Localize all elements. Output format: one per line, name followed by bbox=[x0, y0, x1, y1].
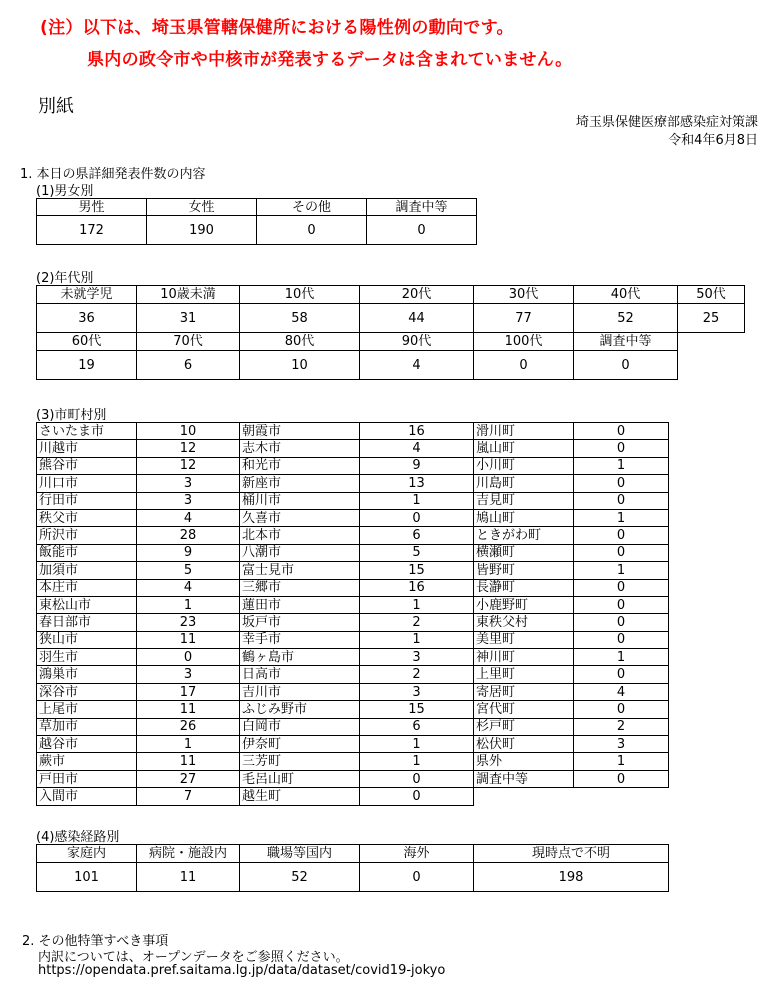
age-header-row-2 bbox=[37, 333, 745, 351]
municipality-count: 0 bbox=[574, 631, 669, 648]
municipality-name: 飯能市 bbox=[37, 544, 137, 561]
municipality-count: 5 bbox=[137, 562, 240, 579]
municipality-name: 蓮田市 bbox=[240, 596, 360, 613]
municipality-count: 0 bbox=[574, 770, 669, 787]
municipality-name: 上里町 bbox=[474, 666, 574, 683]
route-header-row bbox=[37, 845, 669, 863]
municipality-name: 皆野町 bbox=[474, 562, 574, 579]
municipality-count: 1 bbox=[360, 753, 474, 770]
municipality-name: 長瀞町 bbox=[474, 579, 574, 596]
table-row bbox=[37, 631, 669, 648]
municipality-name: 和光市 bbox=[240, 457, 360, 474]
opendata-link[interactable]: https://opendata.pref.saitama.lg.jp/data/dataset/covid19-jokyo bbox=[38, 963, 446, 978]
municipality-count: 0 bbox=[360, 788, 474, 805]
municipality-name: 美里町 bbox=[474, 631, 574, 648]
municipality-name: 本庄市 bbox=[37, 579, 137, 596]
table-header: 70代 bbox=[137, 333, 240, 351]
municipality-count: 1 bbox=[137, 736, 240, 753]
gender-subtitle: (1)男女別 bbox=[36, 184, 94, 199]
table-row bbox=[37, 788, 669, 805]
age-subtitle: (2)年代別 bbox=[36, 271, 94, 286]
municipality-name: 越生町 bbox=[240, 788, 360, 805]
municipality-name: 横瀬町 bbox=[474, 544, 574, 561]
section-2-body: 内訳については、オープンデータをご参照ください。 bbox=[38, 950, 349, 965]
gender-value-row bbox=[37, 216, 477, 245]
municipality-count: 5 bbox=[360, 544, 474, 561]
table-row bbox=[37, 527, 669, 544]
municipality-count: 1 bbox=[360, 736, 474, 753]
municipality-name: 川島町 bbox=[474, 475, 574, 492]
municipality-count: 0 bbox=[574, 579, 669, 596]
municipality-count: 17 bbox=[137, 683, 240, 700]
municipality-name: 松伏町 bbox=[474, 736, 574, 753]
municipality-name: さいたま市 bbox=[37, 423, 137, 440]
municipality-count: 0 bbox=[574, 701, 669, 718]
municipality-name: 寄居町 bbox=[474, 683, 574, 700]
municipality-name: 羽生市 bbox=[37, 649, 137, 666]
municipality-name: 富士見市 bbox=[240, 562, 360, 579]
municipality-count: 1 bbox=[360, 596, 474, 613]
municipality-name: 草加市 bbox=[37, 718, 137, 735]
municipality-count: 4 bbox=[574, 683, 669, 700]
municipality-name: 嵐山町 bbox=[474, 440, 574, 457]
table-cell: 77 bbox=[474, 304, 574, 333]
table-header: 30代 bbox=[474, 286, 574, 304]
municipality-count: 15 bbox=[360, 701, 474, 718]
municipality-name: 久喜市 bbox=[240, 509, 360, 526]
table-header: 10歳未満 bbox=[137, 286, 240, 304]
municipality-name: 毛呂山町 bbox=[240, 770, 360, 787]
table-row bbox=[37, 596, 669, 613]
municipality-count: 4 bbox=[137, 579, 240, 596]
municipality-count: 6 bbox=[360, 527, 474, 544]
age-header-row-1 bbox=[37, 286, 745, 304]
municipality-count: 12 bbox=[137, 440, 240, 457]
table-cell: 0 bbox=[257, 216, 367, 245]
municipality-count: 0 bbox=[574, 423, 669, 440]
table-row bbox=[37, 457, 669, 474]
table-cell: 4 bbox=[360, 351, 474, 380]
municipality-name: 三芳町 bbox=[240, 753, 360, 770]
municipality-count: 1 bbox=[574, 562, 669, 579]
table-header: 職場等国内 bbox=[240, 845, 360, 863]
notice-line-1: (注）以下は、埼玉県管轄保健所における陽性例の動向です。 bbox=[40, 18, 514, 38]
municipality-count: 28 bbox=[137, 527, 240, 544]
municipality-count: 4 bbox=[137, 509, 240, 526]
municipality-name: 入間市 bbox=[37, 788, 137, 805]
municipality-name: 東松山市 bbox=[37, 596, 137, 613]
municipality-name: 新座市 bbox=[240, 475, 360, 492]
municipality-count: 0 bbox=[137, 649, 240, 666]
table-cell: 36 bbox=[37, 304, 137, 333]
table-cell: 198 bbox=[474, 863, 669, 892]
municipality-count: 1 bbox=[574, 509, 669, 526]
municipality-count: 0 bbox=[574, 666, 669, 683]
table-header: 60代 bbox=[37, 333, 137, 351]
table-empty-cell bbox=[678, 351, 745, 380]
table-header: 男性 bbox=[37, 199, 147, 216]
table-cell: 44 bbox=[360, 304, 474, 333]
municipality-count: 13 bbox=[360, 475, 474, 492]
age-value-row-2 bbox=[37, 351, 745, 380]
table-cell: 52 bbox=[574, 304, 678, 333]
municipality-count: 1 bbox=[360, 631, 474, 648]
table-cell: 172 bbox=[37, 216, 147, 245]
municipality-name: 桶川市 bbox=[240, 492, 360, 509]
municipality-count: 0 bbox=[574, 440, 669, 457]
table-row bbox=[37, 562, 669, 579]
attachment-label: 別紙 bbox=[38, 96, 74, 117]
table-cell: 190 bbox=[147, 216, 257, 245]
table-row bbox=[37, 614, 669, 631]
municipality-name: 吉見町 bbox=[474, 492, 574, 509]
table-row bbox=[37, 753, 669, 770]
municipality-count: 11 bbox=[137, 753, 240, 770]
notice-line-2: 県内の政令市や中核市が発表するデータは含まれていません。 bbox=[87, 50, 573, 70]
municipality-count: 12 bbox=[137, 457, 240, 474]
route-subtitle: (4)感染経路別 bbox=[36, 830, 120, 845]
municipality-count: 9 bbox=[137, 544, 240, 561]
municipality-name: 日高市 bbox=[240, 666, 360, 683]
table-row bbox=[37, 423, 669, 440]
municipality-count: 1 bbox=[360, 492, 474, 509]
municipality-count: 11 bbox=[137, 701, 240, 718]
table-header: 80代 bbox=[240, 333, 360, 351]
municipality-count: 0 bbox=[574, 544, 669, 561]
table-header: 40代 bbox=[574, 286, 678, 304]
municipality-name: 幸手市 bbox=[240, 631, 360, 648]
municipality-name: 鶴ヶ島市 bbox=[240, 649, 360, 666]
municipality-name: 川越市 bbox=[37, 440, 137, 457]
municipality-name: 朝霞市 bbox=[240, 423, 360, 440]
municipality-name: 県外 bbox=[474, 753, 574, 770]
municipality-name: 行田市 bbox=[37, 492, 137, 509]
table-row bbox=[37, 666, 669, 683]
municipality-name: 所沢市 bbox=[37, 527, 137, 544]
table-cell: 101 bbox=[37, 863, 137, 892]
table-header: 女性 bbox=[147, 199, 257, 216]
municipality-count: 1 bbox=[574, 753, 669, 770]
municipality-name: 上尾市 bbox=[37, 701, 137, 718]
municipality-name: 杉戸町 bbox=[474, 718, 574, 735]
municipality-count: 16 bbox=[360, 423, 474, 440]
table-cell: 11 bbox=[137, 863, 240, 892]
municipality-count: 23 bbox=[137, 614, 240, 631]
municipality-name: 鴻巣市 bbox=[37, 666, 137, 683]
table-header: 90代 bbox=[360, 333, 474, 351]
route-value-row bbox=[37, 863, 669, 892]
table-header: 病院・施設内 bbox=[137, 845, 240, 863]
municipality-count: 2 bbox=[360, 614, 474, 631]
municipality-count: 1 bbox=[574, 457, 669, 474]
table-header: 10代 bbox=[240, 286, 360, 304]
municipality-count: 16 bbox=[360, 579, 474, 596]
table-cell: 0 bbox=[367, 216, 477, 245]
section-2-title: 2. その他特筆すべき事項 bbox=[22, 934, 169, 949]
table-row bbox=[37, 440, 669, 457]
municipality-name: 宮代町 bbox=[474, 701, 574, 718]
municipality-count: 2 bbox=[574, 718, 669, 735]
municipality-count: 3 bbox=[360, 683, 474, 700]
municipality-name: 蕨市 bbox=[37, 753, 137, 770]
table-empty-cell bbox=[678, 333, 745, 351]
municipality-name: 熊谷市 bbox=[37, 457, 137, 474]
municipality-name: 戸田市 bbox=[37, 770, 137, 787]
table-cell: 0 bbox=[474, 351, 574, 380]
municipality-name: ときがわ町 bbox=[474, 527, 574, 544]
municipality-count: 0 bbox=[574, 614, 669, 631]
municipality-name: 鳩山町 bbox=[474, 509, 574, 526]
table-row bbox=[37, 701, 669, 718]
table-empty-cell bbox=[474, 788, 574, 805]
table-row bbox=[37, 683, 669, 700]
table-cell: 19 bbox=[37, 351, 137, 380]
municipality-name: 志木市 bbox=[240, 440, 360, 457]
municipality-count: 11 bbox=[137, 631, 240, 648]
municipality-count: 3 bbox=[137, 666, 240, 683]
municipality-count: 9 bbox=[360, 457, 474, 474]
municipality-name: 越谷市 bbox=[37, 736, 137, 753]
table-row bbox=[37, 770, 669, 787]
table-row bbox=[37, 736, 669, 753]
municipality-name: 狭山市 bbox=[37, 631, 137, 648]
table-cell: 0 bbox=[360, 863, 474, 892]
municipality-name: 伊奈町 bbox=[240, 736, 360, 753]
municipality-name: 吉川市 bbox=[240, 683, 360, 700]
table-row bbox=[37, 718, 669, 735]
table-cell: 31 bbox=[137, 304, 240, 333]
table-row bbox=[37, 509, 669, 526]
municipality-name: 小鹿野町 bbox=[474, 596, 574, 613]
municipality-count: 27 bbox=[137, 770, 240, 787]
table-cell: 10 bbox=[240, 351, 360, 380]
municipality-table bbox=[36, 422, 669, 806]
municipality-subtitle: (3)市町村別 bbox=[36, 408, 107, 423]
table-row bbox=[37, 544, 669, 561]
table-cell: 58 bbox=[240, 304, 360, 333]
table-header: その他 bbox=[257, 199, 367, 216]
municipality-count: 0 bbox=[574, 596, 669, 613]
municipality-count: 0 bbox=[360, 509, 474, 526]
municipality-name: 坂戸市 bbox=[240, 614, 360, 631]
municipality-count: 3 bbox=[137, 492, 240, 509]
municipality-name: 深谷市 bbox=[37, 683, 137, 700]
table-header: 未就学児 bbox=[37, 286, 137, 304]
municipality-name: 調査中等 bbox=[474, 770, 574, 787]
municipality-name: 川口市 bbox=[37, 475, 137, 492]
municipality-name: 白岡市 bbox=[240, 718, 360, 735]
municipality-count: 3 bbox=[360, 649, 474, 666]
table-cell: 25 bbox=[678, 304, 745, 333]
table-empty-cell bbox=[574, 788, 669, 805]
table-row bbox=[37, 579, 669, 596]
municipality-name: ふじみ野市 bbox=[240, 701, 360, 718]
municipality-name: 小川町 bbox=[474, 457, 574, 474]
municipality-count: 1 bbox=[574, 649, 669, 666]
route-table bbox=[36, 844, 669, 892]
municipality-count: 15 bbox=[360, 562, 474, 579]
table-row bbox=[37, 475, 669, 492]
organization-name: 埼玉県保健医療部感染症対策課 bbox=[575, 115, 758, 130]
municipality-name: 滑川町 bbox=[474, 423, 574, 440]
municipality-count: 6 bbox=[360, 718, 474, 735]
section-1-title: 1. 本日の県詳細発表件数の内容 bbox=[20, 167, 206, 182]
municipality-name: 春日部市 bbox=[37, 614, 137, 631]
table-header: 調査中等 bbox=[367, 199, 477, 216]
table-header: 現時点で不明 bbox=[474, 845, 669, 863]
municipality-count: 26 bbox=[137, 718, 240, 735]
report-date: 令和4年6月8日 bbox=[668, 133, 758, 148]
table-header: 海外 bbox=[360, 845, 474, 863]
municipality-count: 3 bbox=[574, 736, 669, 753]
municipality-count: 7 bbox=[137, 788, 240, 805]
municipality-count: 10 bbox=[137, 423, 240, 440]
gender-header-row bbox=[37, 199, 477, 216]
municipality-count: 3 bbox=[137, 475, 240, 492]
municipality-count: 4 bbox=[360, 440, 474, 457]
municipality-name: 三郷市 bbox=[240, 579, 360, 596]
table-header: 100代 bbox=[474, 333, 574, 351]
municipality-count: 0 bbox=[574, 527, 669, 544]
table-header: 50代 bbox=[678, 286, 745, 304]
table-cell: 0 bbox=[574, 351, 678, 380]
municipality-name: 加須市 bbox=[37, 562, 137, 579]
municipality-name: 八潮市 bbox=[240, 544, 360, 561]
table-cell: 6 bbox=[137, 351, 240, 380]
municipality-count: 2 bbox=[360, 666, 474, 683]
gender-table bbox=[36, 198, 477, 245]
municipality-name: 東秩父村 bbox=[474, 614, 574, 631]
municipality-count: 0 bbox=[574, 492, 669, 509]
municipality-count: 0 bbox=[574, 475, 669, 492]
age-table bbox=[36, 285, 745, 380]
table-header: 調査中等 bbox=[574, 333, 678, 351]
table-row bbox=[37, 649, 669, 666]
municipality-name: 神川町 bbox=[474, 649, 574, 666]
age-value-row-1 bbox=[37, 304, 745, 333]
table-header: 20代 bbox=[360, 286, 474, 304]
table-row bbox=[37, 492, 669, 509]
municipality-count: 1 bbox=[137, 596, 240, 613]
municipality-count: 0 bbox=[360, 770, 474, 787]
table-header: 家庭内 bbox=[37, 845, 137, 863]
municipality-name: 秩父市 bbox=[37, 509, 137, 526]
municipality-name: 北本市 bbox=[240, 527, 360, 544]
table-cell: 52 bbox=[240, 863, 360, 892]
